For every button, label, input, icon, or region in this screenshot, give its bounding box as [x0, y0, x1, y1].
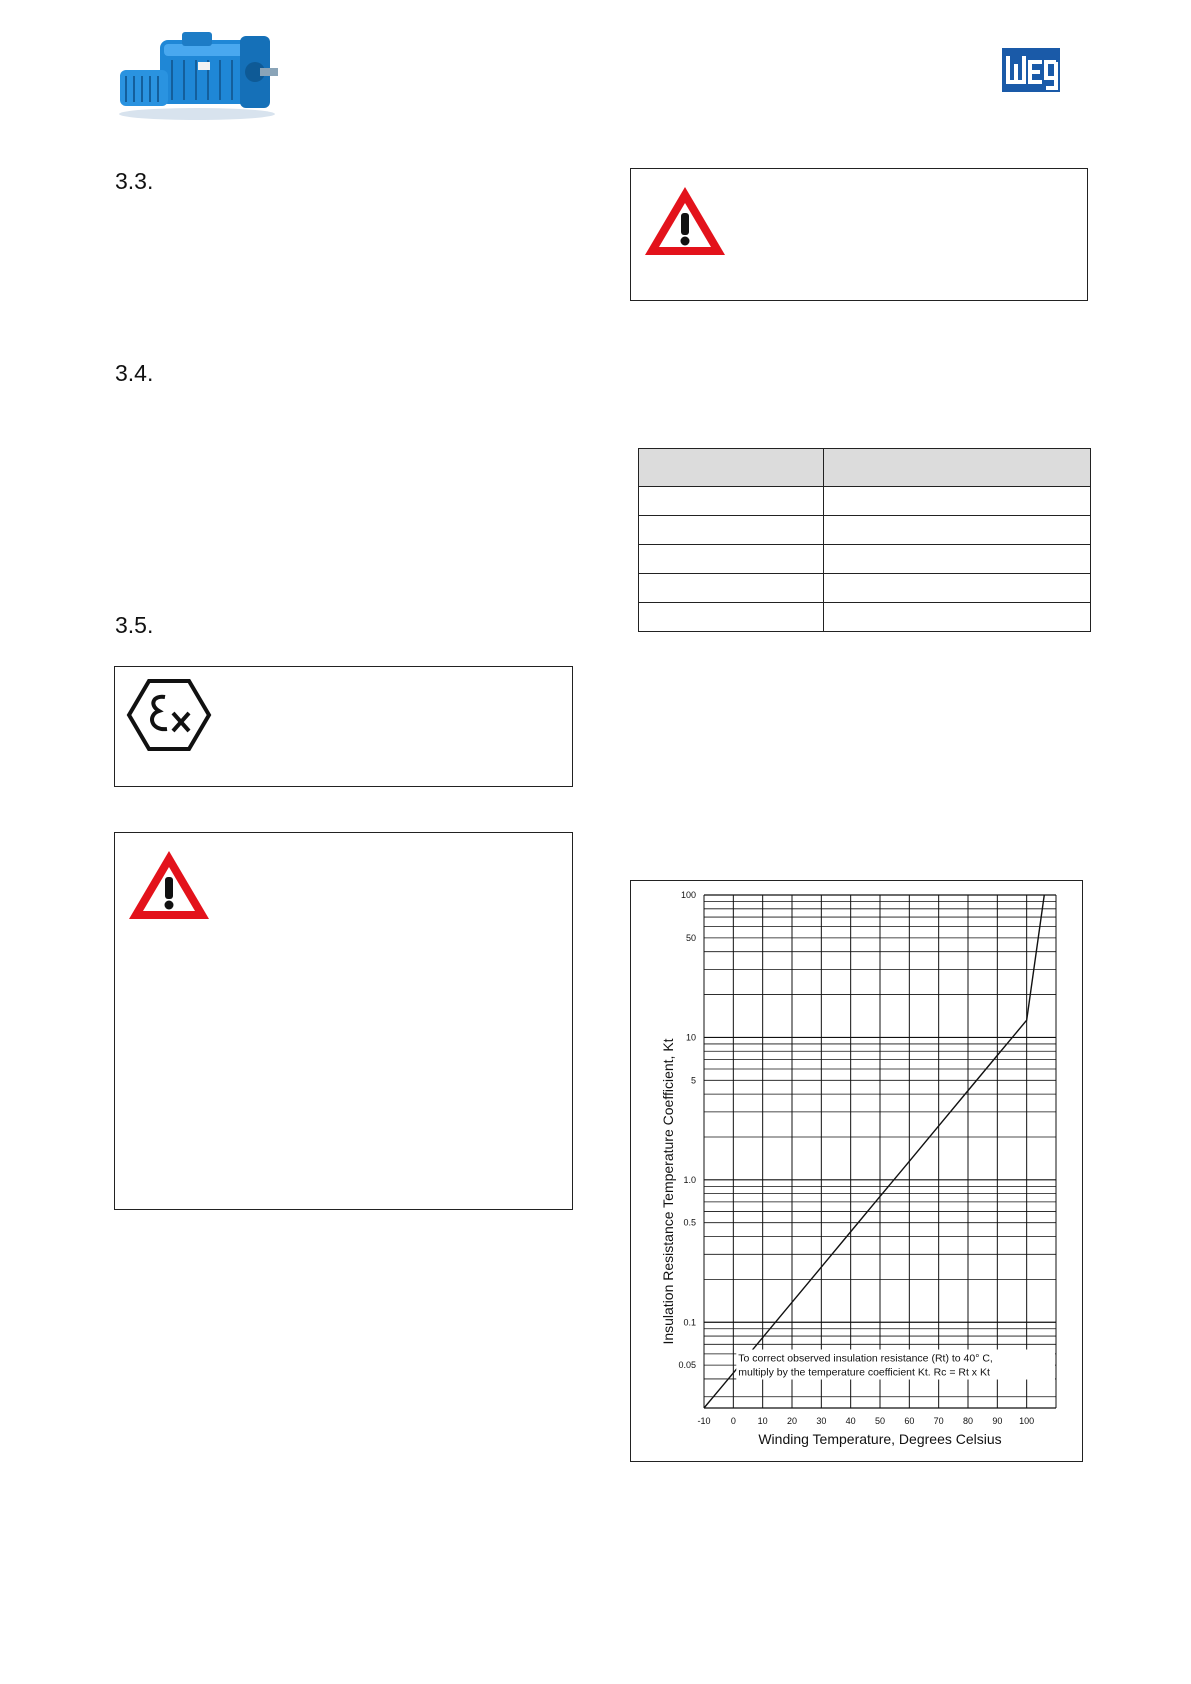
chart-x-tick-label: 20	[786, 1416, 798, 1426]
table-cell	[824, 603, 1091, 632]
table-header-row	[639, 449, 1091, 487]
table-header-cell	[824, 449, 1091, 487]
chart-x-tick-label: 60	[904, 1416, 915, 1426]
table-cell	[639, 487, 824, 516]
table-cell	[824, 574, 1091, 603]
warning-box-bottom	[114, 832, 573, 1210]
chart-y-tick-label: 100	[680, 890, 696, 900]
chart-x-tick-label: -10	[697, 1416, 711, 1426]
section-number-3-5: 3.5.	[115, 612, 154, 638]
chart-x-tick-label: 10	[757, 1416, 768, 1426]
motor-product-image	[112, 26, 282, 122]
chart-y-tick-label: 0.1	[683, 1317, 696, 1328]
section-number-3-4: 3.4.	[115, 360, 154, 386]
table-cell	[824, 487, 1091, 516]
chart-x-axis-label: Winding Temperature, Degrees Celsius	[758, 1431, 1002, 1447]
weg-logo	[1002, 48, 1060, 92]
chart-y-tick-label: 50	[685, 932, 696, 943]
chart-y-tick-label: 10	[685, 1032, 696, 1043]
table-cell	[824, 516, 1091, 545]
chart-annotation-line-2: multiply by the temperature coefficient Kt. Rc = Rt x Kt	[738, 1366, 990, 1379]
table-cell	[639, 574, 824, 603]
chart-y-axis-label: Insulation Resistance Temperature Coefficient, Kt	[660, 1038, 676, 1345]
chart-x-tick-label: 30	[816, 1416, 827, 1426]
table-row	[639, 516, 1091, 545]
chart-x-tick-label: 80	[962, 1416, 974, 1426]
table-header-cell	[639, 449, 824, 487]
table-cell	[824, 545, 1091, 574]
table-cell	[639, 516, 824, 545]
chart-series-line	[704, 895, 1044, 1408]
chart-annotation-line-1: To correct observed insulation resistance (Rt) to 40° C,	[738, 1352, 993, 1365]
section-number-3-3: 3.3.	[115, 168, 154, 194]
chart-x-tick-label: 40	[845, 1416, 856, 1426]
table-row	[639, 574, 1091, 603]
chart-y-tick-label: 5	[690, 1075, 696, 1086]
chart-x-tick-label: 70	[933, 1416, 944, 1426]
chart-x-tick-label: 100	[1019, 1416, 1035, 1426]
chart-x-tick-label: 90	[992, 1416, 1003, 1426]
chart-y-tick-label: 0.5	[683, 1217, 696, 1228]
table-row	[639, 487, 1091, 516]
warning-triangle-icon	[641, 183, 729, 264]
warning-box-top	[630, 168, 1088, 301]
ex-explosion-proof-icon	[125, 677, 213, 758]
table-cell	[639, 545, 824, 574]
ex-notice-box	[114, 666, 573, 787]
table-row	[639, 603, 1091, 632]
table-cell	[639, 603, 824, 632]
warning-triangle-icon	[125, 847, 213, 928]
temperature-coefficient-chart	[630, 880, 1083, 1462]
chart-x-tick-label: 0	[730, 1416, 736, 1426]
chart-svg	[631, 881, 1084, 1463]
data-table	[638, 448, 1091, 632]
chart-x-tick-label: 50	[874, 1416, 886, 1426]
chart-y-tick-label: 1.0	[683, 1174, 696, 1185]
chart-y-tick-label: 0.05	[678, 1360, 696, 1371]
table-row	[639, 545, 1091, 574]
